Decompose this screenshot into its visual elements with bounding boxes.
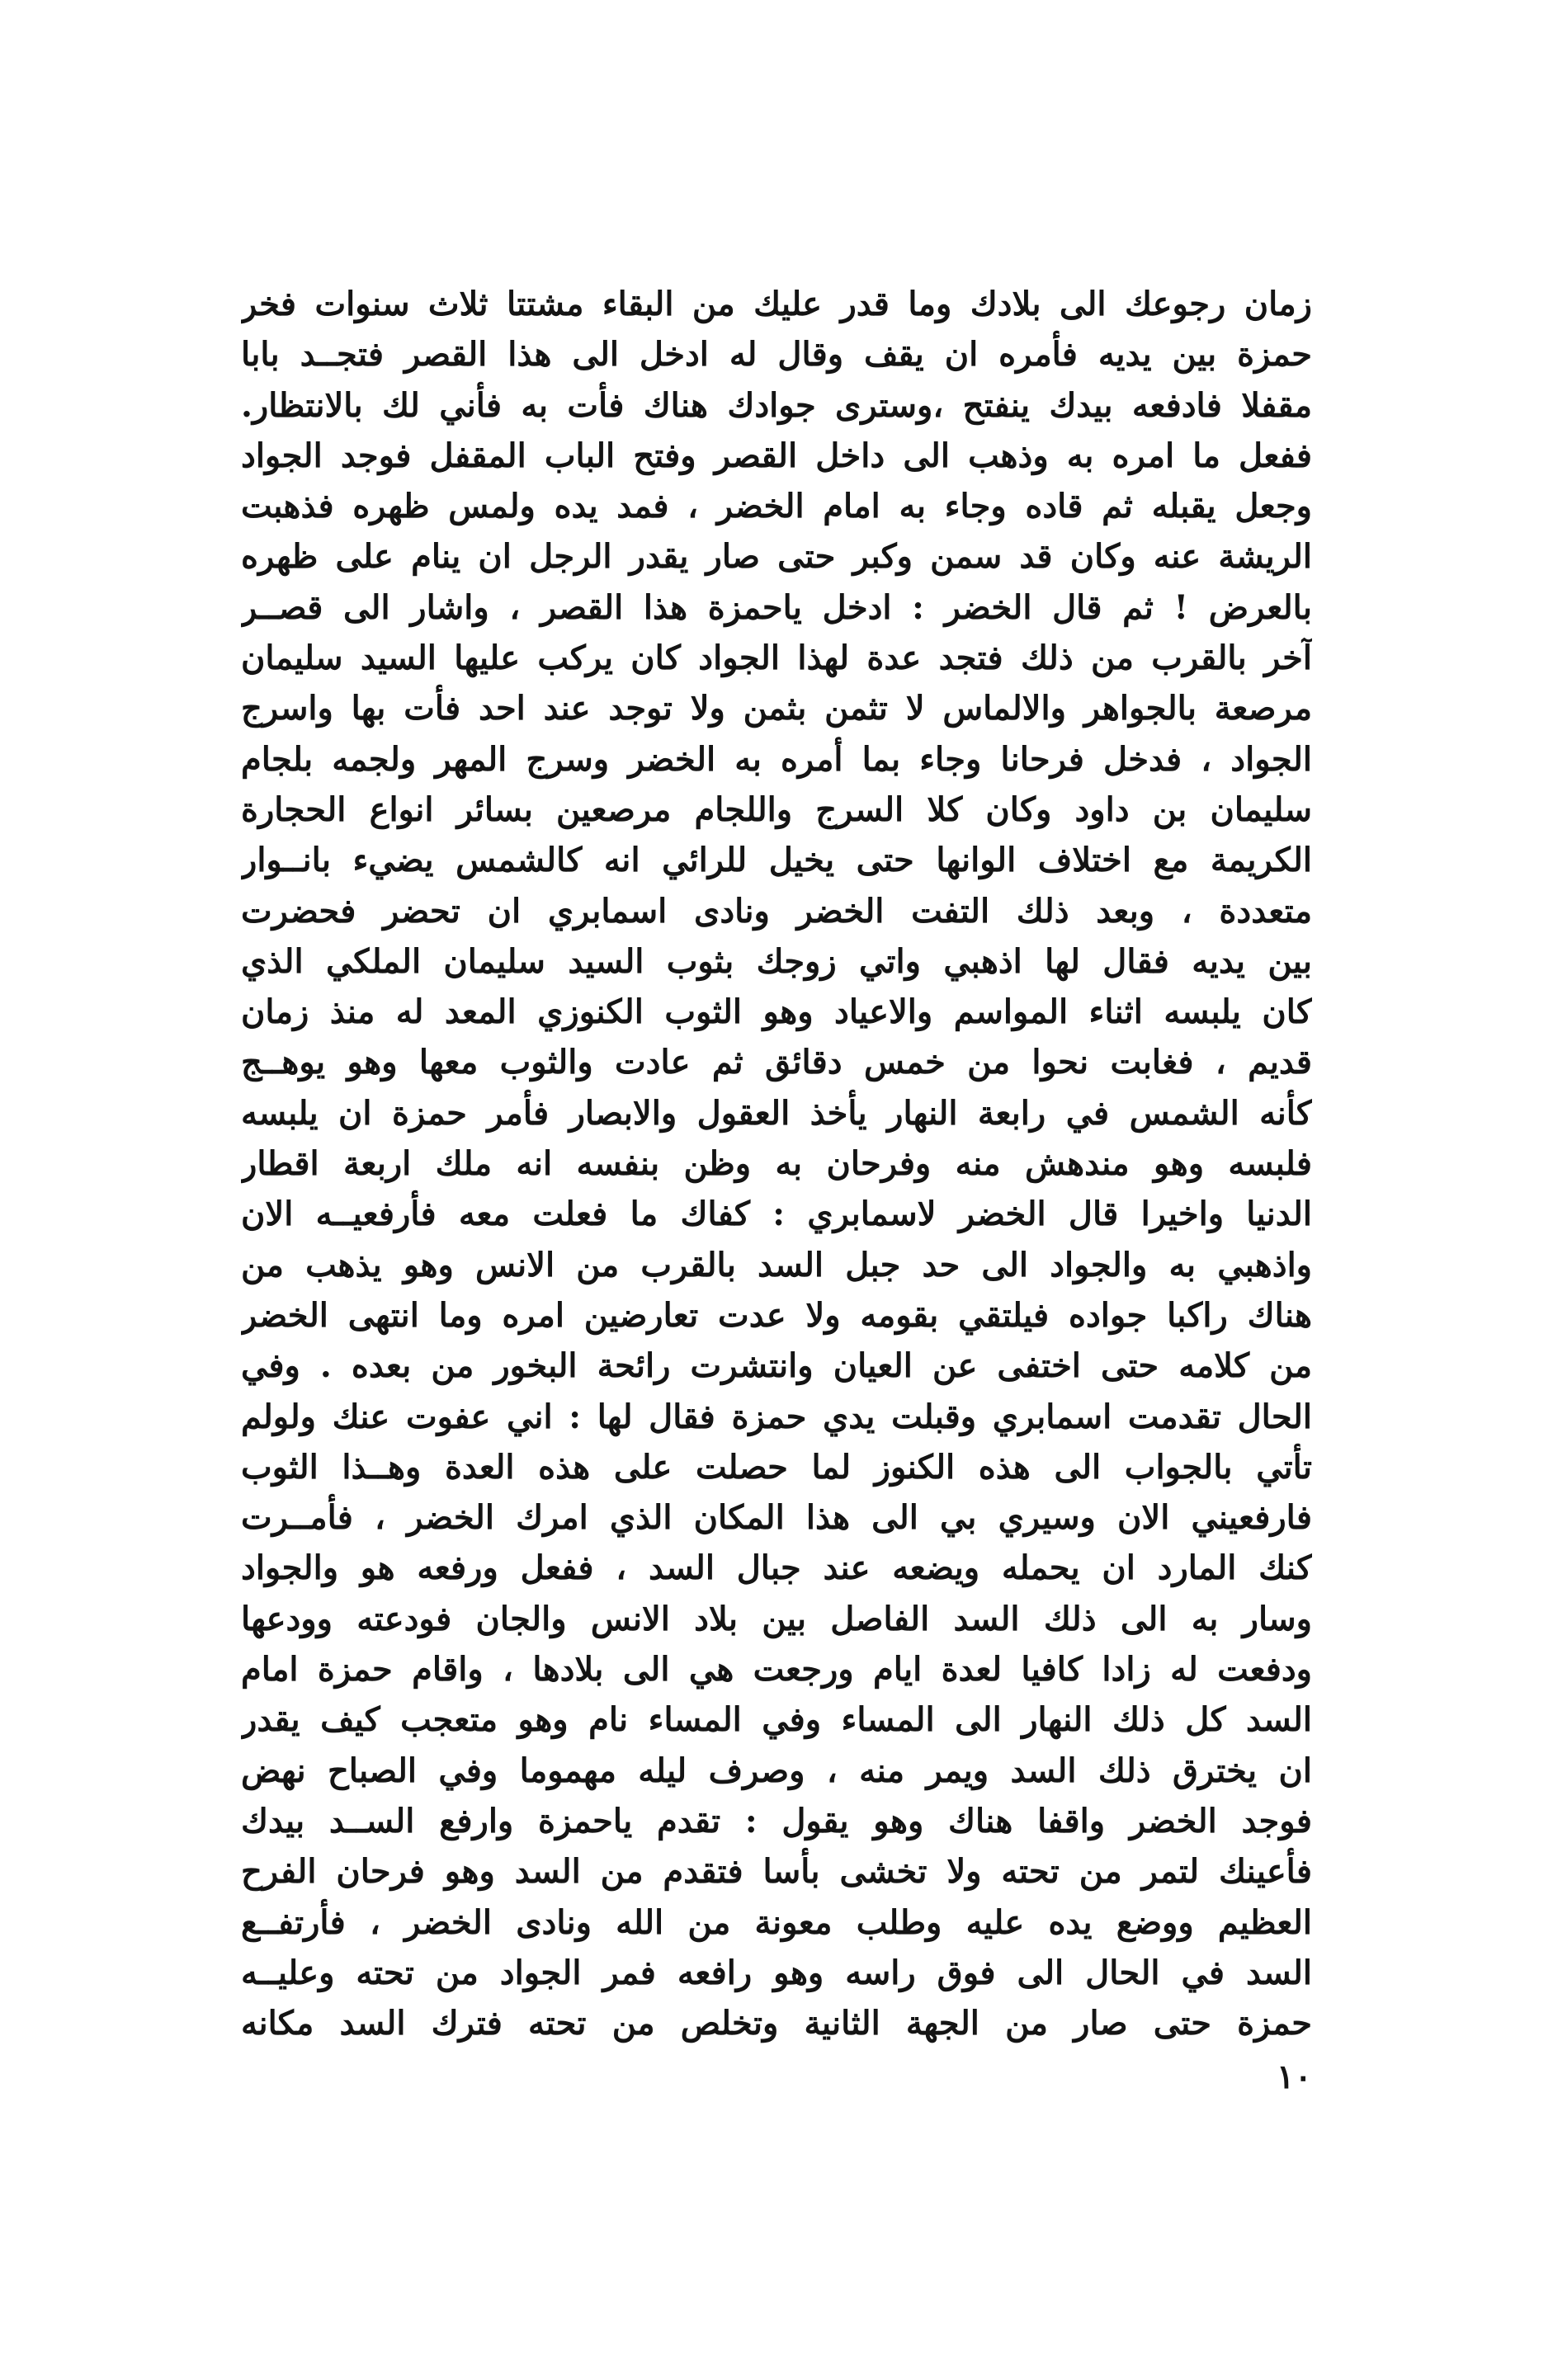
text-line: كان يلبسه اثناء المواسم والاعياد وهو الثوب الكنوزي المعد له منذ زمان (241, 992, 1312, 1032)
text-line: حمزة بين يديه فأمره ان يقف وقال له ادخل الى هذا القصر فتجــد بابا (241, 335, 1312, 375)
text-line: ان يخترق ذلك السد ويمر منه ، وصرف ليله مهموما وفي الصباح نهض (241, 1751, 1312, 1790)
text-line: الدنيا واخيرا قال الخضر لاسمابري : كفاك ما فعلت معه فأرفعيــه الان (241, 1195, 1312, 1234)
text-line: وجعل يقبله ثم قاده وجاء به امام الخضر ، فمد يده ولمس ظهره فذهبت (241, 487, 1312, 526)
text-line: كأنه الشمس في رابعة النهار يأخذ العقول والابصار فأمر حمزة ان يلبسه (241, 1093, 1312, 1133)
text-line: مرصعة بالجواهر والالماس لا تثمن بثمن ولا توجد عند احد فأت بها واسرج (241, 689, 1312, 728)
text-line: الكريمة مع اختلاف الوانها حتى يخيل للرائي انه كالشمس يضيء بانــوار (241, 841, 1312, 880)
text-line: السد كل ذلك النهار الى المساء وفي المساء نام وهو متعجب كيف يقدر (241, 1700, 1312, 1740)
text-line: كنك المارد ان يحمله ويضعه عند جبال السد ، ففعل ورفعه هو والجواد (241, 1548, 1312, 1588)
text-line: فوجد الخضر واقفا هناك وهو يقول : تقدم ياحمزة وارفع الســد بيدك (241, 1801, 1312, 1840)
text-line: بين يديه فقال لها اذهبي واتي زوجك بثوب السيد سليمان الملكي الذي (241, 941, 1312, 981)
text-line: الريشة عنه وكان قد سمن وكبر حتى صار يقدر الرجل ان ينام على ظهره (241, 537, 1312, 577)
text-line: زمان رجوعك الى بلادك وما قدر عليك من البقاء مشتتا ثلاث سنوات فخر (241, 285, 1312, 323)
text-line: ودفعت له زادا كافيا لعدة ايام ورجعت هي الى بلادها ، واقام حمزة امام (241, 1650, 1312, 1690)
text-line: فلبسه وهو مندهش منه وفرحان به وظن بنفسه انه ملك اربعة اقطار (241, 1144, 1312, 1184)
text-line: متعددة ، وبعد ذلك التفت الخضر ونادى اسمابري ان تحضر فحضرت (241, 891, 1312, 931)
text-line: العظيم ووضع يده عليه وطلب معونة من الله ونادى الخضر ، فأرتفــع (241, 1902, 1312, 1942)
text-line: من كلامه حتى اختفى عن العيان وانتشرت رائحة البخور من بعده . وفي (241, 1346, 1312, 1386)
text-line: بالعرض ! ثم قال الخضر : ادخل ياحمزة هذا القصر ، واشار الى قصــر (241, 587, 1312, 627)
text-line: قديم ، فغابت نحوا من خمس دقائق ثم عادت والثوب معها وهو يوهــج (241, 1043, 1312, 1082)
text-line: فارفعيني الان وسيري بي الى هذا المكان الذي امرك الخضر ، فأمــرت (241, 1498, 1312, 1538)
text-line: فأعينك لتمر من تحته ولا تخشى بأسا فتقدم من السد وهو فرحان الفرح (241, 1852, 1312, 1892)
text-line: حمزة حتى صار من الجهة الثانية وتخلص من تحته فترك السد مكانه (241, 2004, 1312, 2043)
text-line: الحال تقدمت اسمابري وقبلت يدي حمزة فقال لها : اني عفوت عنك ولولم (241, 1397, 1312, 1436)
page-number: ١٠ (1277, 2057, 1312, 2096)
text-line: سليمان بن داود وكان كلا السرج واللجام مرصعين بسائر انواع الحجارة (241, 789, 1312, 829)
text-line: الجواد ، فدخل فرحانا وجاء بما أمره به الخضر وسرج المهر ولجمه بلجام (241, 739, 1312, 779)
text-line: مقفلا فادفعه بيدك ينفتح ،وسترى جوادك هناك فأت به فأني لك بالانتظار. (241, 385, 1312, 425)
text-line: السد في الحال الى فوق راسه وهو رافعه فمر الجواد من تحته وعليــه (241, 1953, 1312, 1992)
text-line: ففعل ما امره به وذهب الى داخل القصر وفتح الباب المقفل فوجد الجواد (241, 436, 1312, 475)
text-line: وسار به الى ذلك السد الفاصل بين بلاد الانس والجان فودعته وودعها (241, 1599, 1312, 1638)
text-line: تأتي بالجواب الى هذه الكنوز لما حصلت على هذه العدة وهــذا الثوب (241, 1447, 1312, 1487)
body-text (241, 279, 1312, 2048)
text-line: واذهبي به والجواد الى حد جبل السد بالقرب من الانس وهو يذهب من (241, 1245, 1312, 1284)
text-line: آخر بالقرب من ذلك فتجد عدة لهذا الجواد كان يركب عليها السيد سليمان (241, 639, 1312, 678)
text-line: هناك راكبا جواده فيلتقي بقومه ولا عدت تعارضين امره وما انتهى الخضر (241, 1295, 1312, 1335)
